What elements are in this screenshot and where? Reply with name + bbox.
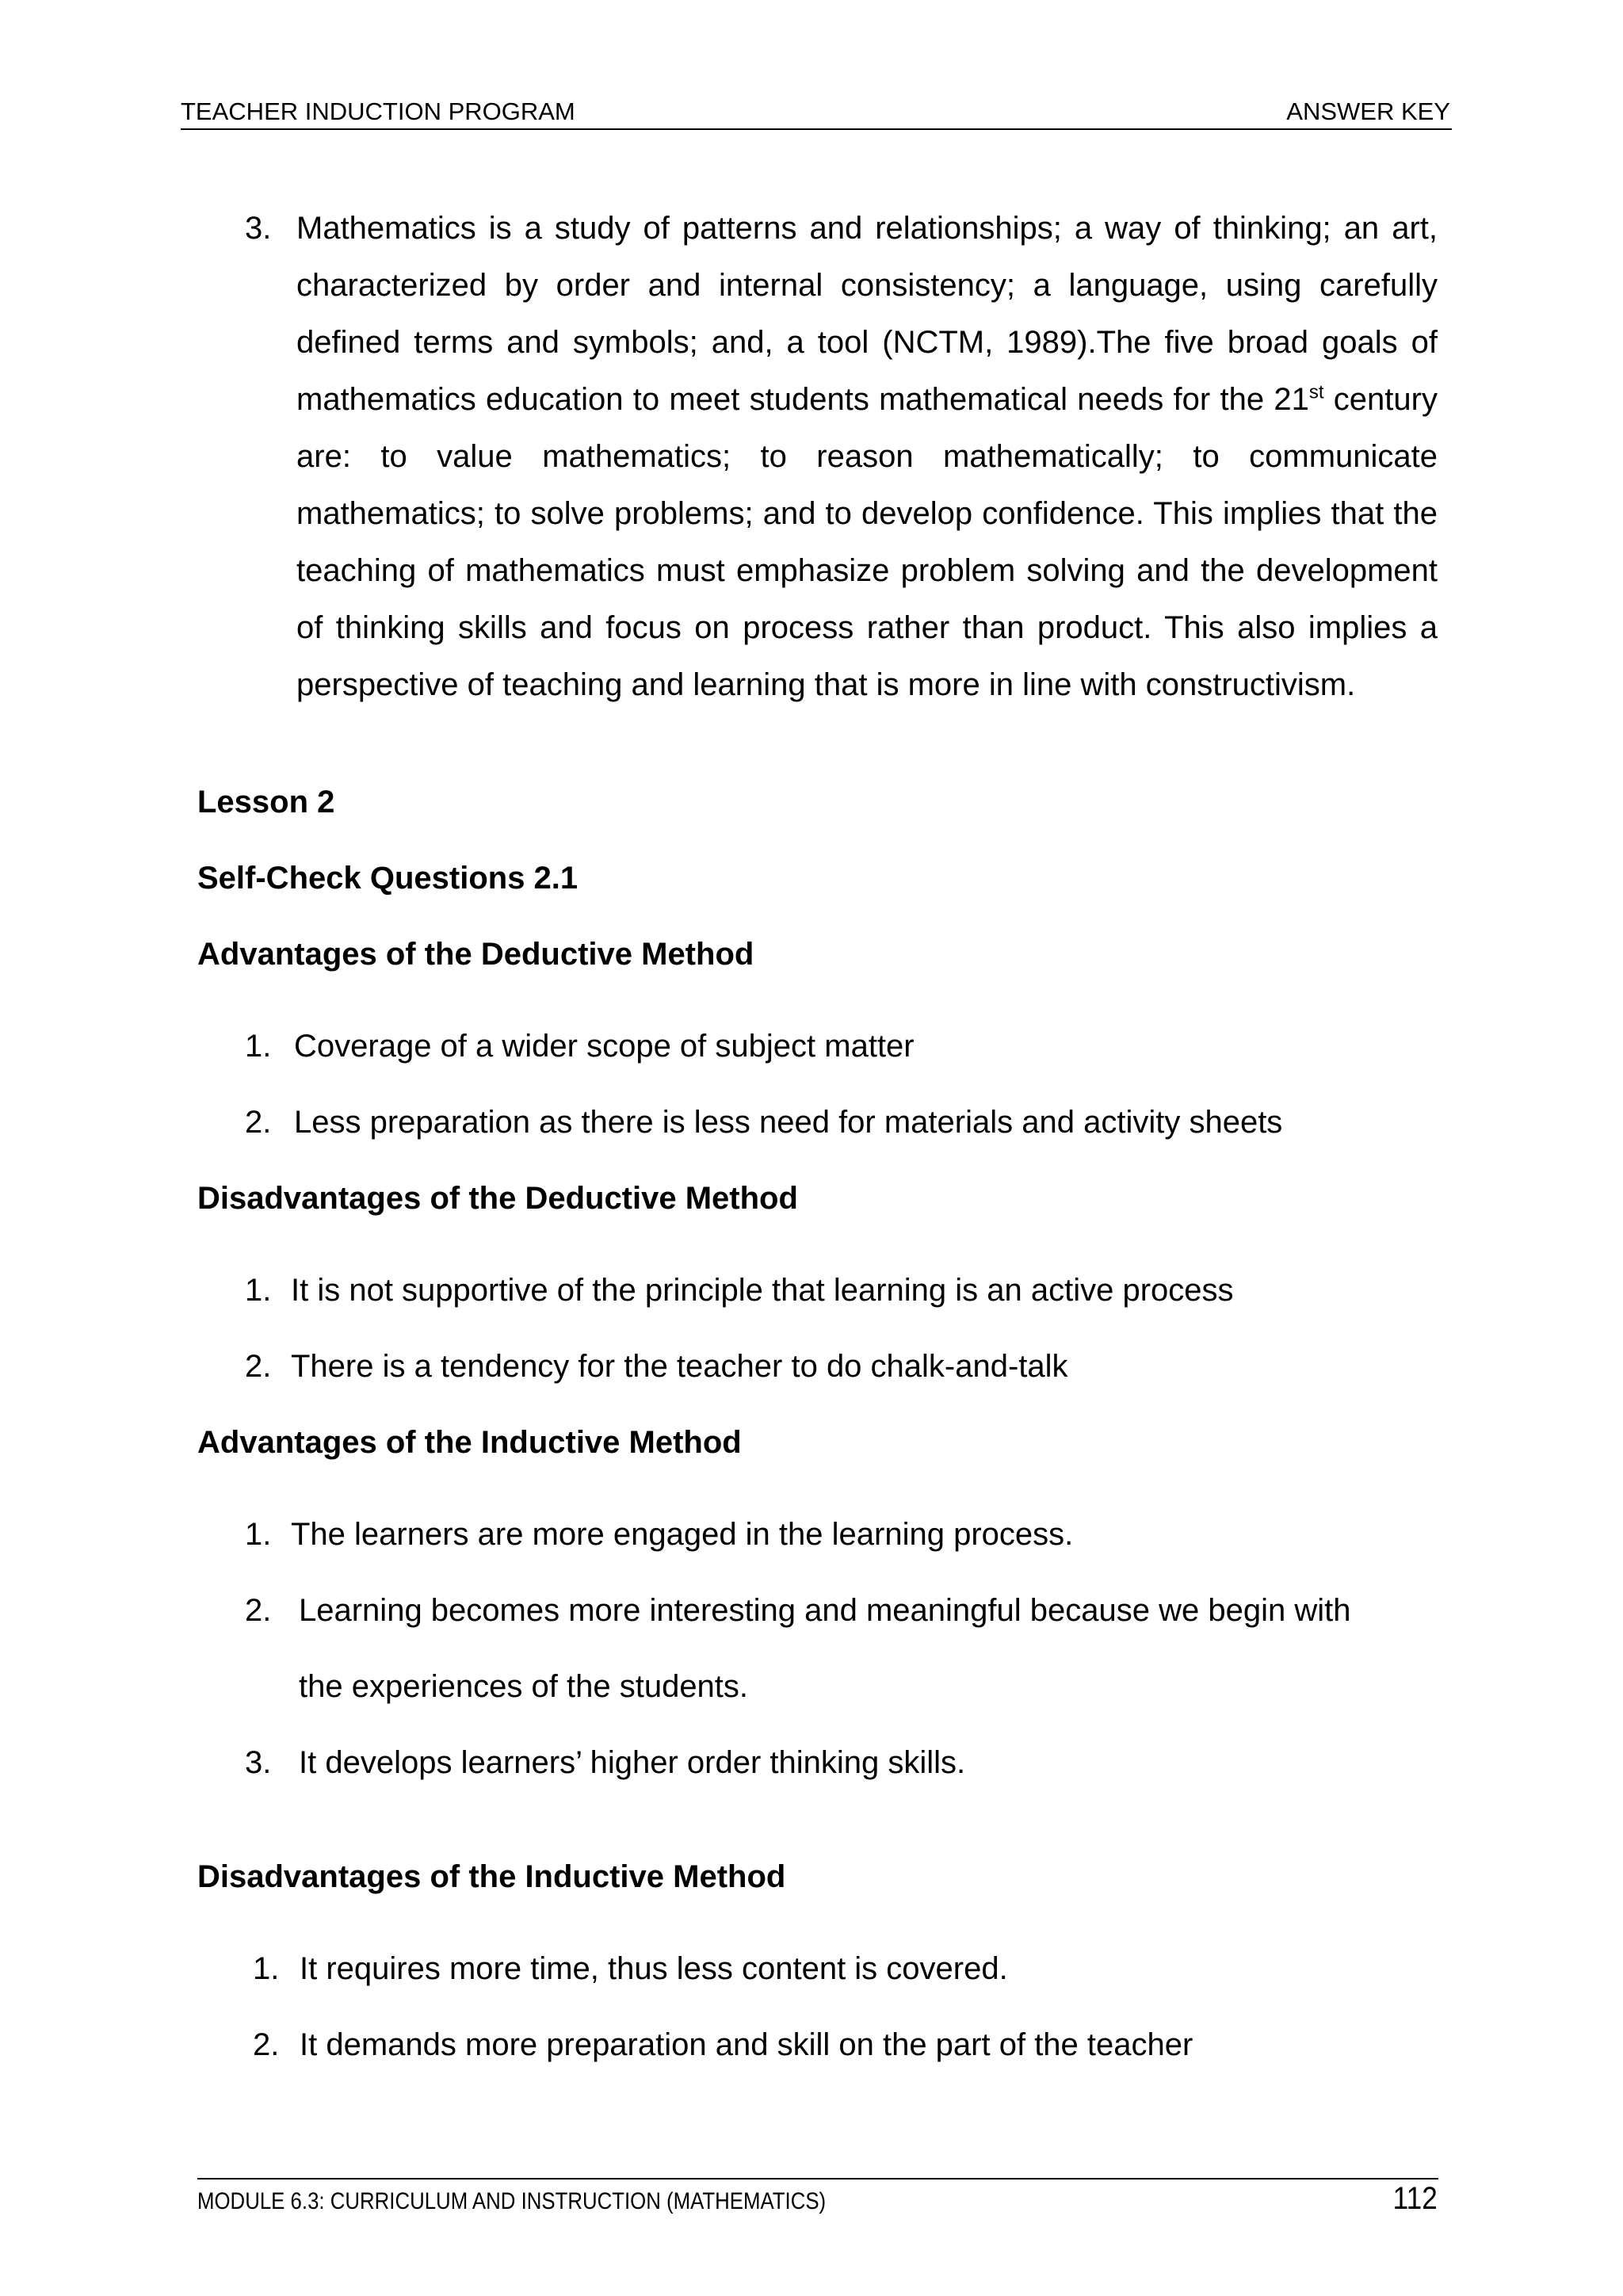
list-item: It requires more time, thus less content is covered. <box>300 1951 1008 1986</box>
list-item-number: 1. <box>245 1029 272 1064</box>
dis-inductive-heading: Disadvantages of the Inductive Method <box>197 1859 786 1894</box>
list-item: Learning becomes more interesting and meaningful because we begin with <box>299 1593 1351 1628</box>
dis-deductive-heading: Disadvantages of the Deductive Method <box>197 1181 798 1216</box>
item-3-text-b: century are: to value mathematics; to reason mathematically; to communicate mathematics; to solve problems; and to develop confidence. This implies that the teaching of mathematics must emphasize problem solving and the development of thinking skills and focus on process rather than product. This also implies a perspective of teaching and learning that is more in line with constructivism. <box>296 382 1438 702</box>
list-item: There is a tendency for the teacher to do chalk-and-talk <box>291 1349 1068 1384</box>
list-item: The learners are more engaged in the learning process. <box>291 1517 1074 1552</box>
footer-module-title: MODULE 6.3: CURRICULUM AND INSTRUCTION (MATHEMATICS) <box>197 2188 827 2214</box>
lesson-heading: Lesson 2 <box>197 785 335 819</box>
header-program-title: TEACHER INDUCTION PROGRAM <box>181 97 575 125</box>
list-item-number: 2. <box>245 1349 272 1384</box>
header-answer-key: ANSWER KEY <box>1286 97 1450 125</box>
list-item-number: 1. <box>245 1517 272 1552</box>
adv-deductive-heading: Advantages of the Deductive Method <box>197 937 754 972</box>
footer-rule <box>197 2178 1438 2179</box>
list-item-number: 2. <box>245 1593 272 1628</box>
list-item: It develops learners’ higher order thinking skills. <box>299 1745 966 1780</box>
page-number: 112 <box>1392 2181 1438 2216</box>
list-item-number: 1. <box>253 1951 280 1986</box>
list-item-number: 2. <box>245 1105 272 1140</box>
list-item-number: 3. <box>245 1745 272 1780</box>
self-check-heading: Self-Check Questions 2.1 <box>197 861 579 896</box>
list-item: It demands more preparation and skill on the part of the teacher <box>300 2027 1193 2062</box>
item-3-number: 3. <box>245 211 272 246</box>
header-rule <box>181 128 1452 130</box>
item-3-text-a: Mathematics is a study of patterns and relationships; a way of thinking; an art, characterized by order and internal consistency; a language, using carefully defined terms and symbols; and, a tool (NCTM, 1989).The five broad goals of mathematics education to meet students mathematical needs for the 21 <box>296 211 1438 417</box>
list-item: Less preparation as there is less need for materials and activity sheets <box>294 1105 1283 1140</box>
list-item-number: 1. <box>245 1273 272 1308</box>
item-3-superscript: st <box>1308 381 1324 403</box>
list-item: It is not supportive of the principle that learning is an active process <box>291 1273 1234 1308</box>
list-item: Coverage of a wider scope of subject matter <box>294 1029 915 1064</box>
list-item-number: 2. <box>253 2027 280 2062</box>
adv-inductive-heading: Advantages of the Inductive Method <box>197 1425 742 1460</box>
item-3-paragraph <box>296 200 1438 713</box>
list-item-continuation: the experiences of the students. <box>299 1669 749 1704</box>
